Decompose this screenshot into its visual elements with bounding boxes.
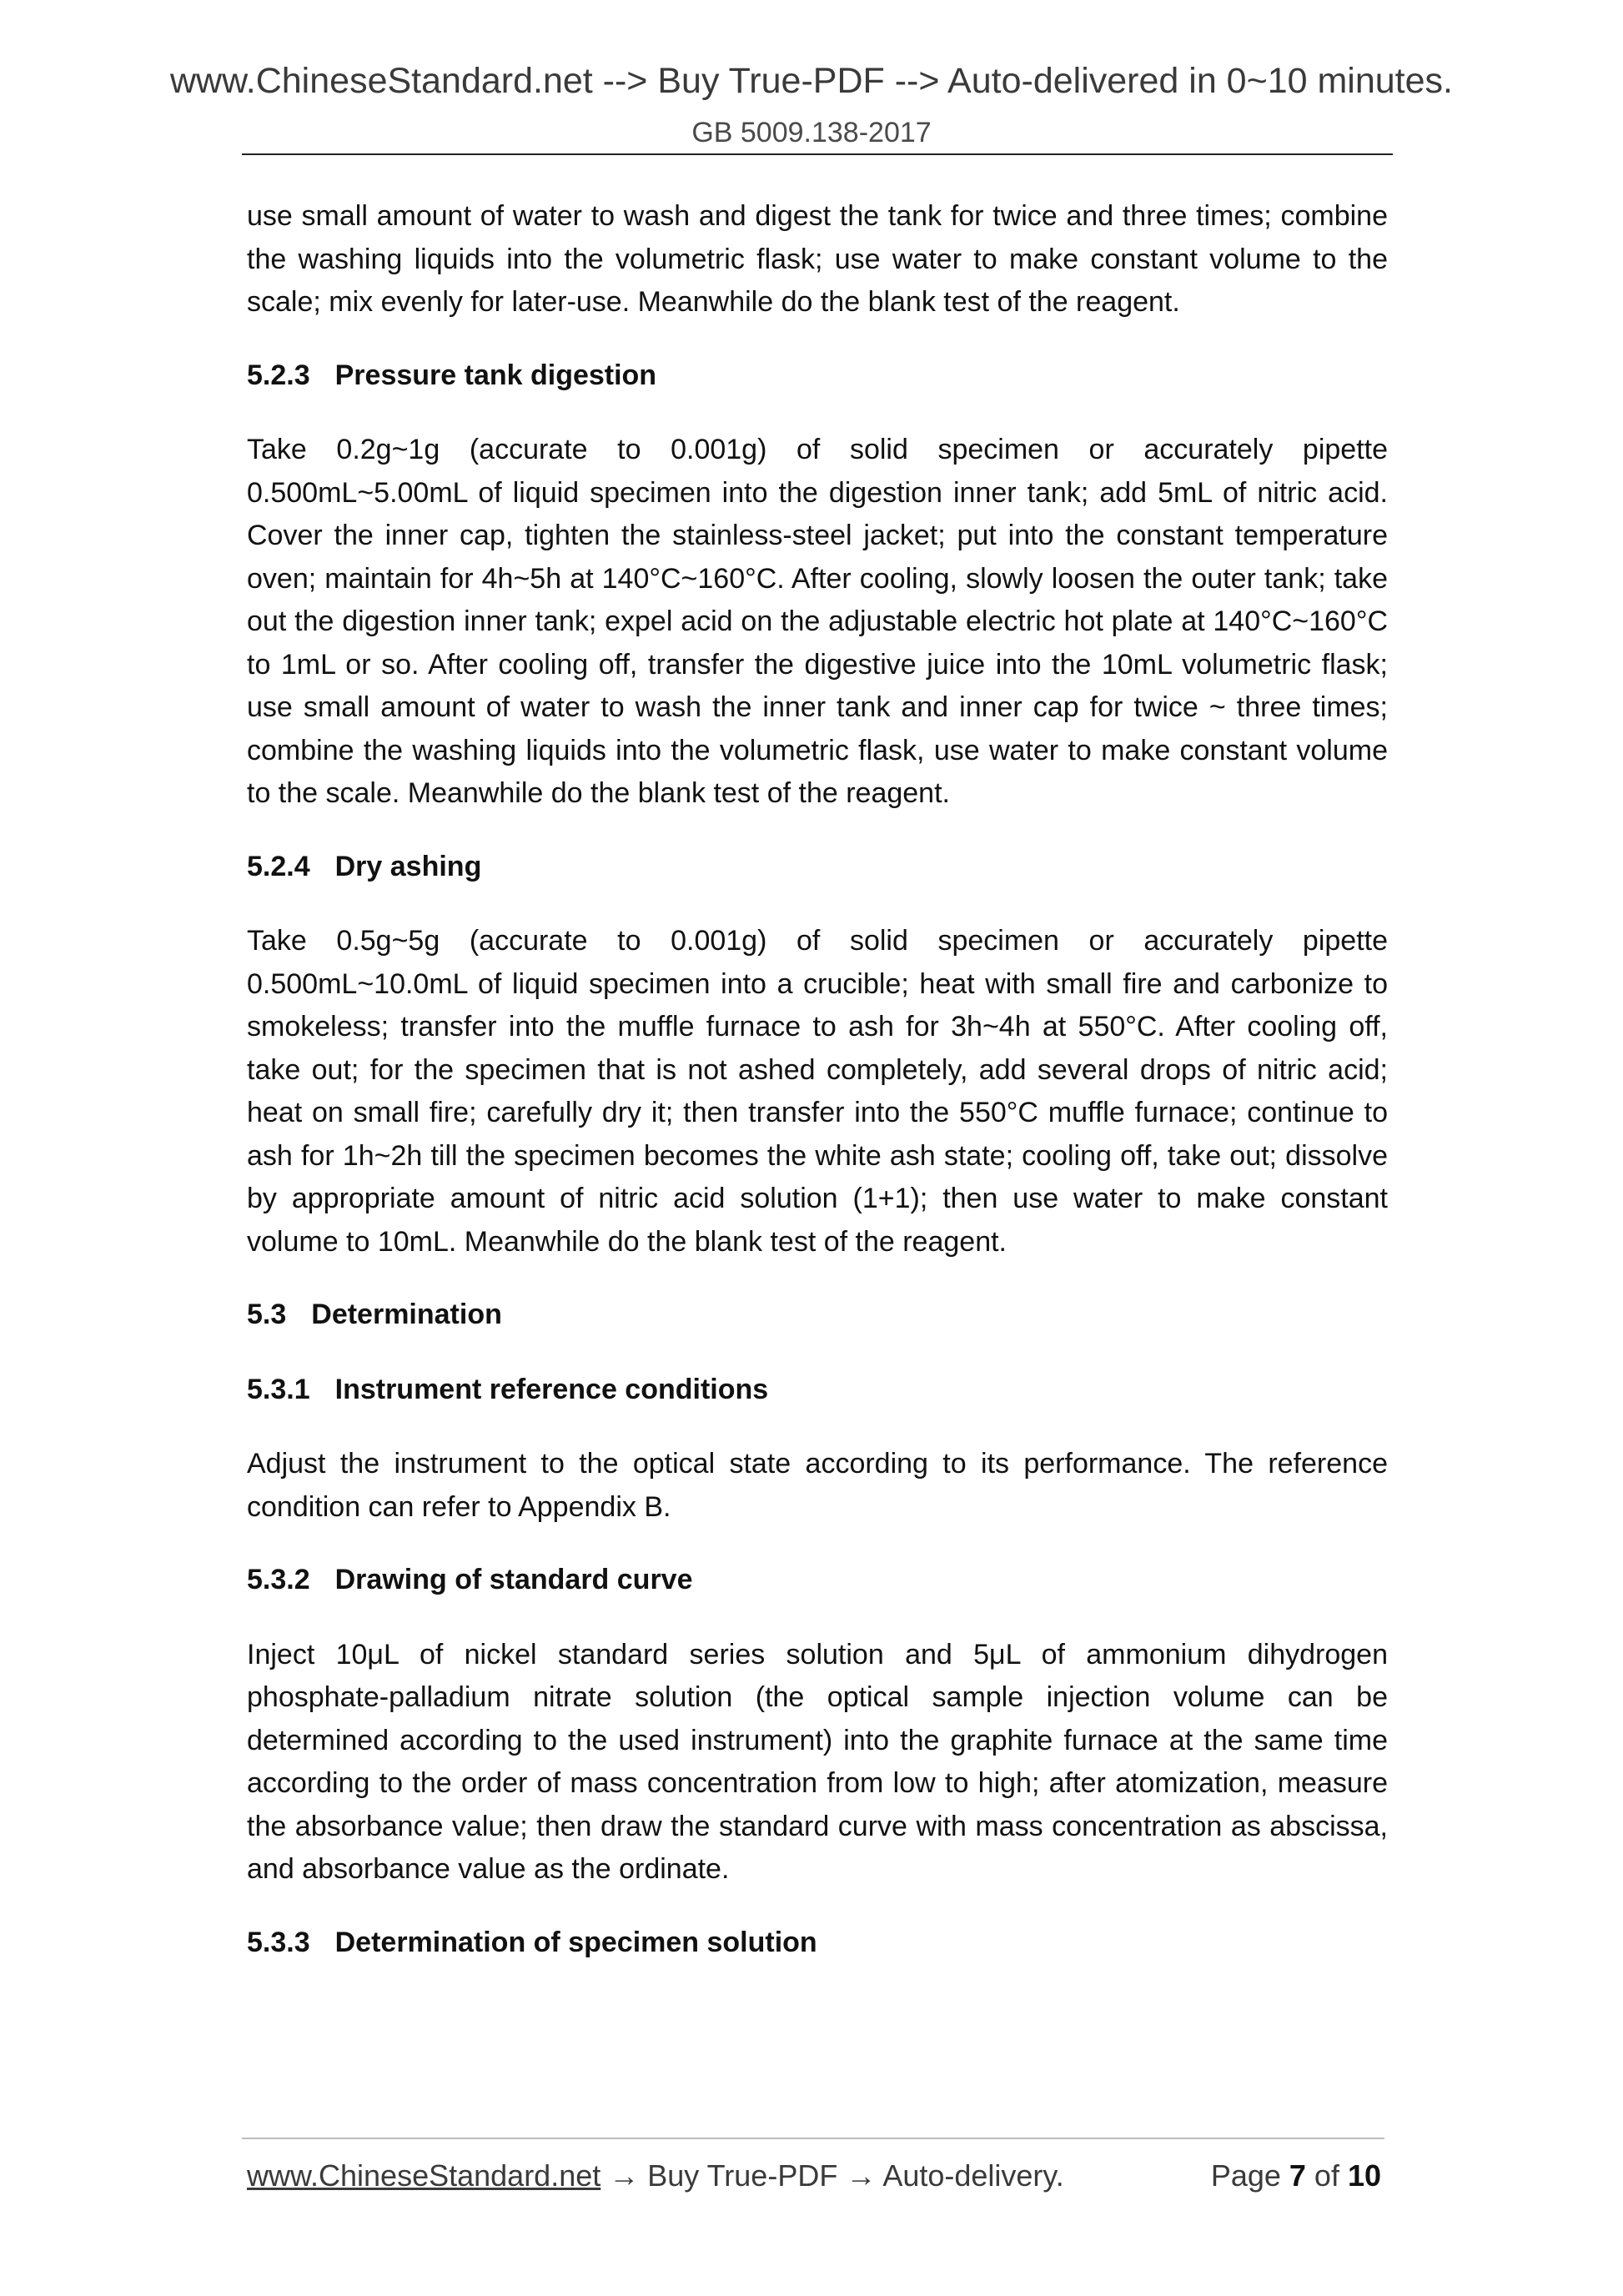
- section-paragraph-5-2-4: Take 0.5g~5g (accurate to 0.001g) of solid specimen or accurately pipette 0.500mL~10.0mL of liquid specimen into a crucible; heat with small fire and carbonize to smokeless; transfer into the muffle furnace to ash for 3h~4h at 550°C. After cooling off, take out; for the specimen that is not ashed completely, add several drops of nitric acid; heat on small fire; carefully dry it; then transfer into the 550°C muffle furnace; continue to ash for 1h~2h till the specimen becomes the white ash state; cooling off, take out; dissolve by appropriate amount of nitric acid solution (1+1); then use water to make constant volume to 10mL. Meanwhile do the blank test of the reagent.: [247, 925, 1388, 1258]
- standard-code: GB 5009.138-2017: [691, 117, 932, 148]
- intro-paragraph: use small amount of water to wash and digest the tank for twice and three times; combine the washing liquids into the volumetric flask; use water to make constant volume to the scale; mix evenly for later-use. Meanwhile do the blank test of the reagent.: [247, 200, 1388, 318]
- section-heading-5-2-4: [247, 846, 1388, 889]
- section-number: 5.3.3: [247, 1926, 310, 1958]
- footer-site-link[interactable]: www.ChineseStandard.net: [247, 2158, 601, 2193]
- page-label: Page: [1210, 2158, 1289, 2193]
- section-title: Instrument reference conditions: [334, 1373, 769, 1405]
- section-number: 5.3.2: [247, 1564, 310, 1595]
- page-of: of: [1305, 2158, 1348, 2193]
- section-heading-5-2-3: [247, 354, 1388, 398]
- section-number: 5.3: [247, 1299, 287, 1330]
- section-title: Determination of specimen solution: [334, 1926, 817, 1958]
- section-paragraph-5-3-1: Adjust the instrument to the optical state according to its performance. The reference condition can refer to Appendix B.: [247, 1448, 1388, 1523]
- section-title: Determination: [311, 1299, 502, 1330]
- section-number: 5.3.1: [247, 1373, 310, 1405]
- section-paragraph-5-2-3: Take 0.2g~1g (accurate to 0.001g) of solid specimen or accurately pipette 0.500mL~5.00mL of liquid specimen into the digestion inner tank; add 5mL of nitric acid. Cover the inner cap, tighten the stainless-steel jacket; put into the constant temperature oven; maintain for 4h~5h at 140°C~160°C. After cooling, slowly loosen the outer tank; take out the digestion inner tank; expel acid on the adjustable electric hot plate at 140°C~160°C to 1mL or so. After cooling off, transfer the digestive juice into the 10mL volumetric flask; use small amount of water to wash the inner tank and inner cap for twice ~ three times; combine the washing liquids into the volumetric flask, use water to make constant volume to the scale. Meanwhile do the blank test of the reagent.: [247, 434, 1388, 809]
- site-banner[interactable]: www.ChineseStandard.net --> Buy True-PDF --> Auto-delivered in 0~10 minutes.: [169, 61, 1453, 101]
- footer-divider: [242, 2138, 1384, 2139]
- section-heading-5-3-3: [247, 1922, 1388, 1965]
- page-current: 7: [1289, 2158, 1306, 2193]
- header-divider: [242, 153, 1393, 155]
- footer-tagline: → Buy True-PDF → Auto-delivery.: [600, 2158, 1064, 2193]
- section-number: 5.2.4: [247, 850, 310, 882]
- document-body: [247, 195, 1388, 1996]
- page-indicator: [1211, 2158, 1381, 2193]
- section-title: Dry ashing: [334, 850, 482, 882]
- section-heading-5-3: [247, 1294, 1388, 1337]
- section-heading-5-3-1: [247, 1369, 1388, 1412]
- section-paragraph-5-3-2: Inject 10μL of nickel standard series solution and 5μL of ammonium dihydrogen phosphate-palladium nitrate solution (the optical sample injection volume can be determined according to the used instrument) into the graphite furnace at the same time according to the order of mass concentration from low to high; after atomization, measure the absorbance value; then draw the standard curve with mass concentration as abscissa, and absorbance value as the ordinate.: [247, 1638, 1388, 1885]
- section-heading-5-3-2: [247, 1559, 1388, 1602]
- section-number: 5.2.3: [247, 359, 310, 391]
- section-title: Pressure tank digestion: [334, 359, 657, 391]
- page-total: 10: [1347, 2158, 1381, 2193]
- page-footer: [247, 2158, 1381, 2193]
- section-title: Drawing of standard curve: [334, 1564, 693, 1595]
